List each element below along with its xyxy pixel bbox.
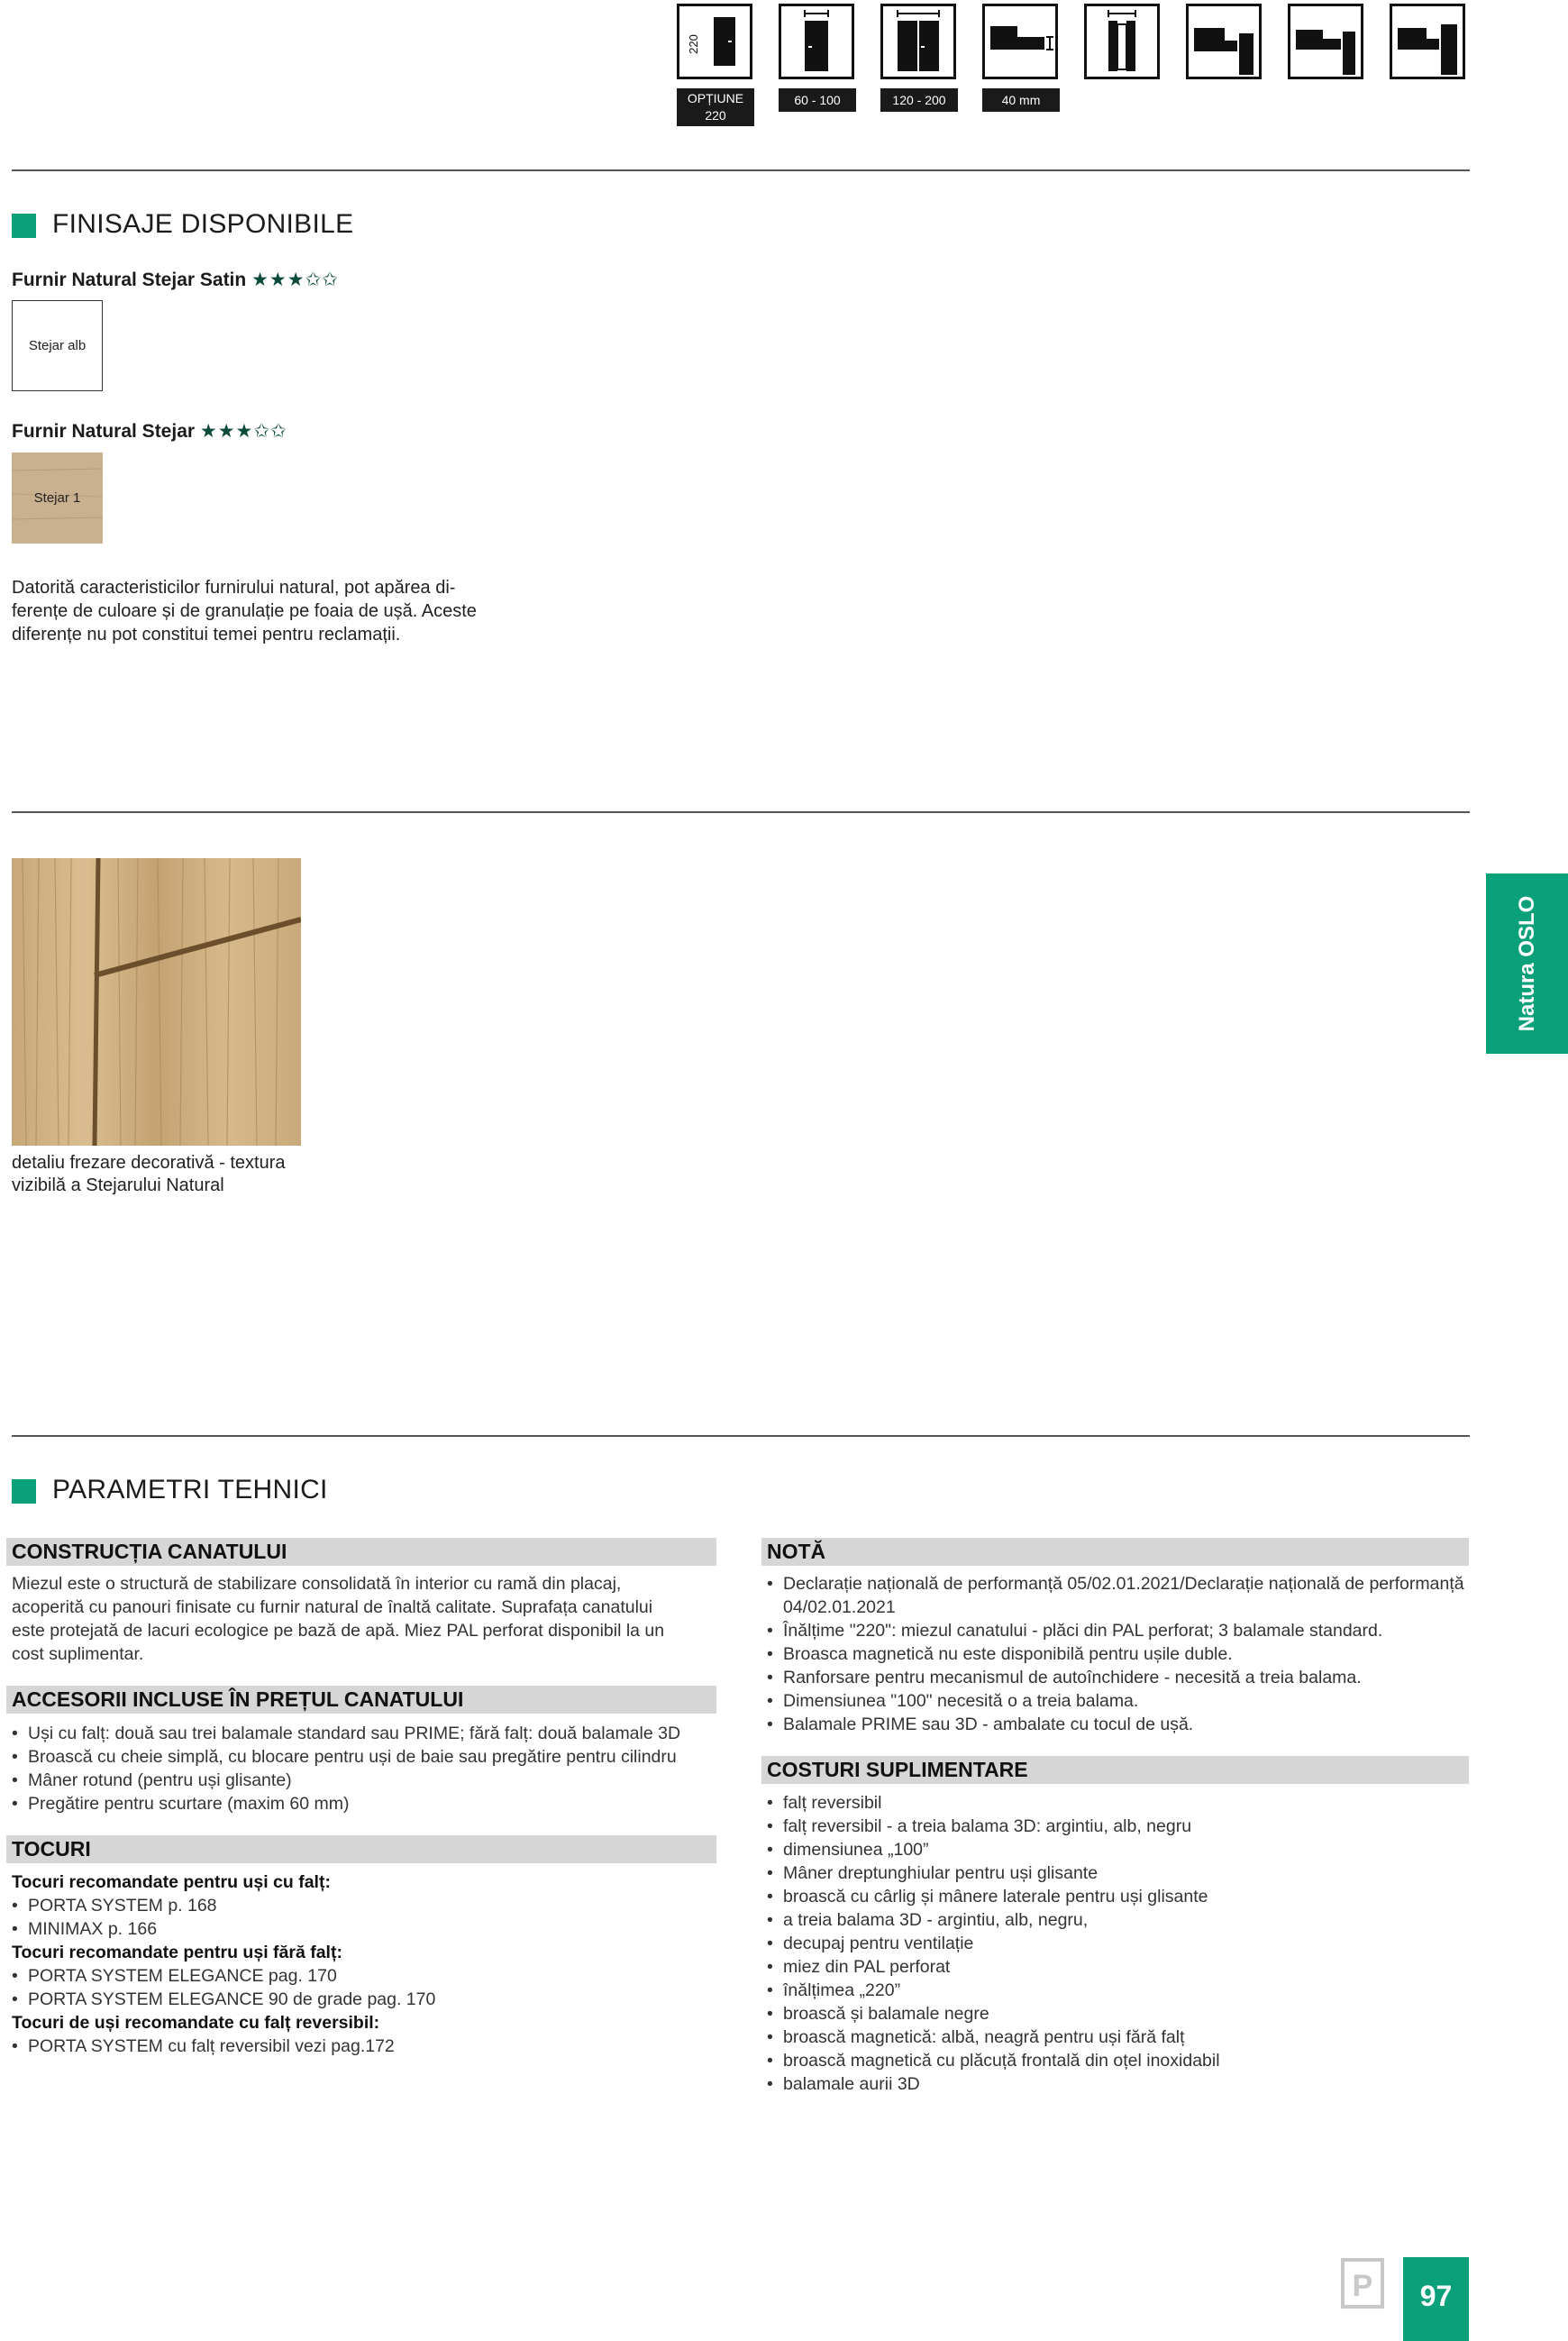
- double-width-label: 120 - 200: [880, 88, 958, 112]
- list-item: • Înălțime "220": miezul canatului - plăci din PAL perforat; 3 balamale standard.: [767, 1619, 1470, 1642]
- reversible-profile-icon: [1390, 4, 1465, 79]
- list-item: • Ranforsare pentru mecanismul de autoînchidere - necesită a treia balama.: [767, 1666, 1470, 1689]
- list-item: • Broască cu cheie simplă, cu blocare pentru uși de baie sau pregătire pentru cilindru: [12, 1745, 724, 1769]
- list-item: • Pregătire pentru scurtare (maxim 60 mm): [12, 1792, 724, 1815]
- construction-line: cost suplimentar.: [12, 1644, 144, 1664]
- note-list: [767, 1572, 1470, 1736]
- single-door-width-icon: [779, 4, 854, 79]
- finish-group-natural-title: [12, 420, 287, 443]
- option-220-label: OPȚIUNE 220: [677, 88, 754, 126]
- list-item: • falț reversibil: [767, 1791, 1470, 1815]
- frames-subheading: Tocuri recomandate pentru uși fără falț:: [12, 1943, 342, 1962]
- top-divider: [12, 169, 1470, 171]
- list-item: • PORTA SYSTEM p. 168: [12, 1894, 724, 1917]
- rebated-profile-icon: [1186, 4, 1262, 79]
- list-item: • miez din PAL perforat: [767, 1955, 1470, 1979]
- construction-line: Miezul este o structură de stabilizare consolidată în interior cu ramă din placaj,: [12, 1574, 622, 1594]
- finish-group-satin-title: [12, 269, 339, 291]
- logo-letter: P: [1352, 2269, 1373, 2303]
- thickness-label: 40 mm: [982, 88, 1060, 112]
- middle-divider: [12, 811, 1470, 813]
- side-tab-label: Natura OSLO: [1514, 895, 1539, 1032]
- list-item: • broască magnetică cu plăcuță frontală din oțel inoxidabil: [767, 2049, 1470, 2072]
- finishes-title: FINISAJE DISPONIBILE: [52, 209, 354, 239]
- page-number: 97: [1403, 2257, 1469, 2341]
- accessories-heading: ACCESORII INCLUSE ÎN PREȚUL CANATULUI: [6, 1686, 716, 1714]
- parameters-section-marker: [12, 1479, 36, 1504]
- list-item: • balamale aurii 3D: [767, 2072, 1470, 2096]
- parameters-title: PARAMETRI TEHNICI: [52, 1475, 328, 1504]
- extra-costs-list: [767, 1791, 1470, 2096]
- rating-stars-icon: ★★★✩✩: [199, 421, 287, 442]
- extra-costs-heading: COSTURI SUPLIMENTARE: [761, 1756, 1469, 1784]
- list-item: • broască magnetică: albă, neagră pentru uși fără falț: [767, 2026, 1470, 2049]
- frames-subheading: Tocuri recomandate pentru uși cu falț:: [12, 1872, 331, 1892]
- finish-group-natural-name: Furnir Natural Stejar: [12, 421, 196, 442]
- height-mark-text: 220: [687, 34, 700, 54]
- photo-caption-line: detaliu frezare decorativă - textura: [12, 1153, 286, 1173]
- list-item: • Dimensiunea "100" necesită o a treia balama.: [767, 1689, 1470, 1713]
- swatch-stejar-1-label: Stejar 1: [33, 490, 81, 506]
- rating-stars-icon: ★★★✩✩: [251, 270, 339, 290]
- porta-logo-icon: [1341, 2258, 1384, 2313]
- finishes-note: [12, 576, 588, 646]
- swatch-stejar-alb-label: Stejar alb: [28, 338, 87, 353]
- list-item: • broască și balamale negre: [767, 2002, 1470, 2026]
- construction-line: este protejată de lacuri ecologice pe bază de apă. Miez PAL perforat disponibil la un: [12, 1621, 665, 1641]
- list-item: • MINIMAX p. 166: [12, 1917, 724, 1941]
- list-item: • decupaj pentru ventilație: [767, 1932, 1470, 1955]
- accessories-list: [12, 1722, 724, 1815]
- single-width-label: 60 - 100: [779, 88, 856, 112]
- photo-caption-line: vizibilă a Stejarului Natural: [12, 1175, 224, 1195]
- note-heading: NOTĂ: [761, 1538, 1469, 1566]
- construction-heading: CONSTRUCȚIA CANATULUI: [6, 1538, 716, 1566]
- list-item: • broască cu cârlig și mânere laterale pentru uși glisante: [767, 1885, 1470, 1908]
- frames-heading: TOCURI: [6, 1835, 716, 1863]
- wood-detail-photo: [12, 858, 301, 1146]
- finish-group-satin-name: Furnir Natural Stejar Satin: [12, 270, 247, 290]
- finishes-note-line: ferențe de culoare și de granulație pe foaia de ușă. Aceste: [12, 601, 477, 621]
- frame-depth-icon: [1084, 4, 1160, 79]
- list-item: • înălțimea „220”: [767, 1979, 1470, 2002]
- list-item: • a treia balama 3D - argintiu, alb, negru,: [767, 1908, 1470, 1932]
- door-thickness-icon: [982, 4, 1058, 79]
- list-item: • PORTA SYSTEM ELEGANCE 90 de grade pag. 170: [12, 1988, 724, 2011]
- list-item: • falț reversibil - a treia balama 3D: argintiu, alb, negru: [767, 1815, 1470, 1838]
- frames-list: [12, 1894, 724, 1941]
- list-item: • Declarație națională de performanță 05/02.01.2021/Declarație națională de performanță 04/02.01.2021: [767, 1572, 1470, 1619]
- double-door-width-icon: [880, 4, 956, 79]
- list-item: • Balamale PRIME sau 3D - ambalate cu tocul de ușă.: [767, 1713, 1470, 1736]
- list-item: • PORTA SYSTEM cu falț reversibil vezi pag.172: [12, 2035, 724, 2058]
- flush-profile-icon: [1288, 4, 1363, 79]
- finishes-note-line: Datorită caracteristicilor furnirului natural, pot apărea di-: [12, 578, 456, 598]
- frames-list: [12, 2035, 724, 2058]
- list-item: • Mâner rotund (pentru uși glisante): [12, 1769, 724, 1792]
- height-220-icon: [677, 4, 752, 79]
- frames-content: [12, 1870, 724, 2058]
- construction-text: [12, 1572, 724, 1666]
- list-item: • dimensiunea „100”: [767, 1838, 1470, 1861]
- list-item: • Broasca magnetică nu este disponibilă pentru ușile duble.: [767, 1642, 1470, 1666]
- finishes-section-marker: [12, 214, 36, 238]
- finishes-note-line: diferențe nu pot constitui temei pentru reclamații.: [12, 625, 401, 645]
- list-item: • PORTA SYSTEM ELEGANCE pag. 170: [12, 1964, 724, 1988]
- swatch-stejar-1[interactable]: [12, 453, 103, 544]
- swatch-stejar-alb[interactable]: [12, 300, 103, 391]
- construction-line: acoperită cu panouri finisate cu furnir natural de înaltă calitate. Suprafața canatului: [12, 1597, 653, 1617]
- product-side-tab[interactable]: [1486, 873, 1568, 1054]
- parameters-divider: [12, 1435, 1470, 1437]
- frames-list: [12, 1964, 724, 2011]
- list-item: • Uși cu falț: două sau trei balamale standard sau PRIME; fără falț: două balamale 3D: [12, 1722, 724, 1745]
- frames-subheading: Tocuri de uși recomandate cu falț reversibil:: [12, 2013, 380, 2033]
- list-item: • Mâner dreptunghiular pentru uși glisante: [767, 1861, 1470, 1885]
- photo-caption: [12, 1152, 372, 1197]
